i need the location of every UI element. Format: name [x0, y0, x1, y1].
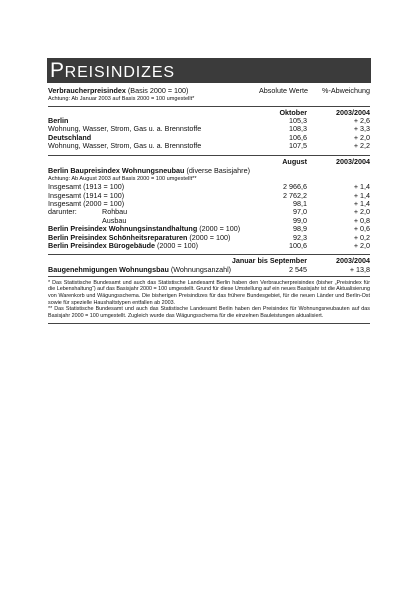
row-value: 99,0 [293, 215, 307, 225]
row-value: 108,3 [289, 124, 307, 134]
consumer-period: Oktober [279, 108, 307, 117]
permits-change: + 13,8 [349, 264, 370, 274]
construction-heading-row [48, 167, 370, 175]
row-value: 98,9 [293, 224, 307, 234]
construction-index-row [48, 225, 370, 233]
construction-note: Achtung: Ab August 2003 auf Basis 2000 = 100 umgestellt** [48, 176, 197, 183]
construction-row [48, 192, 370, 200]
permits-period: Januar bis September [231, 257, 307, 266]
consumer-row [48, 117, 370, 125]
consumer-row [48, 134, 370, 142]
bottom-divider [48, 323, 370, 324]
row-label: Insgesamt (1913 = 100) [48, 183, 125, 192]
row-label-suffix: (2000 = 100) [197, 225, 241, 234]
consumer-heading-row [48, 87, 370, 95]
col-percent-header: %-Abweichung [322, 86, 370, 95]
construction-index-row [48, 242, 370, 250]
row-value: 105,3 [289, 116, 307, 126]
row-change: + 2,0 [353, 240, 370, 250]
title-rest: REISINDIZES [64, 64, 175, 81]
divider [48, 276, 370, 277]
consumer-heading: Verbraucherpreisindex [48, 87, 126, 95]
consumer-period-row [48, 109, 370, 117]
row-value: 2 762,2 [283, 190, 307, 200]
row-value: 100,6 [289, 240, 307, 250]
row-label: Rohbau [102, 208, 128, 217]
price-index-table [48, 87, 370, 324]
construction-sub-row [48, 217, 370, 225]
construction-row [48, 200, 370, 208]
darunter-label: darunter: [48, 208, 77, 217]
page-title [50, 60, 175, 81]
row-value: 92,3 [293, 232, 307, 242]
consumer-row [48, 125, 370, 133]
row-change: + 0,6 [353, 224, 370, 234]
row-label: Ausbau [102, 216, 127, 225]
construction-period-row [48, 158, 370, 166]
row-label: Berlin Preisindex Schönheitsreparaturen [48, 233, 188, 242]
construction-year: 2003/2004 [336, 157, 370, 167]
row-value: 107,5 [289, 141, 307, 151]
row-change: + 0,2 [353, 232, 370, 242]
title-bar [47, 58, 371, 83]
row-label: Wohnung, Wasser, Strom, Gas u. a. Brennstoffe [48, 125, 202, 134]
row-change: + 2,0 [353, 207, 370, 217]
row-change: + 2,0 [353, 132, 370, 142]
row-label: Insgesamt (1914 = 100) [48, 191, 125, 200]
consumer-rows [48, 117, 370, 150]
permits-period-row [48, 257, 370, 265]
row-label: Berlin Preisindex Bürogebäude [48, 241, 156, 250]
row-value: 106,6 [289, 132, 307, 142]
row-label-suffix: (2000 = 100) [187, 233, 231, 242]
consumer-note: Achtung: Ab Januar 2003 auf Basis 2000 = 100 umgestellt* [48, 96, 195, 103]
row-change: + 3,3 [353, 124, 370, 134]
divider [48, 254, 370, 255]
row-label: Berlin Preisindex Wohnungsinstandhaltung [48, 225, 198, 234]
col-absolute-header: Absolute Werte [258, 86, 308, 95]
row-label: Wohnung, Wasser, Strom, Gas u. a. Brennstoffe [48, 142, 202, 151]
consumer-year: 2003/2004 [336, 107, 370, 117]
permits-label: Baugenehmigungen Wohnungsbau [48, 265, 169, 274]
row-value: 98,1 [293, 199, 307, 209]
permits-year: 2003/2004 [336, 256, 370, 266]
row-label: Deutschland [48, 133, 92, 142]
row-label: Berlin [48, 117, 69, 126]
row-change: + 1,4 [353, 190, 370, 200]
construction-rows [48, 183, 370, 250]
construction-index-row [48, 234, 370, 242]
construction-period: August [282, 158, 307, 167]
row-value: 2 966,6 [283, 182, 307, 192]
footnotes [48, 280, 370, 320]
construction-heading: Berlin Baupreisindex Wohnungsneubau [48, 166, 185, 175]
row-label-suffix: (2000 = 100) [155, 241, 199, 250]
row-label: Insgesamt (2000 = 100) [48, 200, 125, 209]
consumer-row [48, 142, 370, 150]
footnote-1: * Das Statistische Bundesamt und auch das Statistische Landesamt Berlin haben den Verbraucherpreisindex (bisher „Preisindex für die Lebenshaltung“) auf das Basisjahr 2000 = 100 umgestellt. Grund für diese Umstellung auf ein neues Basisjahr ist die Aktualisierung von Warenkorb und Wägungsschema. Die bisherigen Preisindizes für das frühere Bundesgebiet, für die neuen Länder und Berlin-Ost sowie für spezielle Haushaltstypen entfallen ab 2003. [48, 279, 370, 306]
row-change: + 2,2 [353, 141, 370, 151]
row-value: 97,0 [293, 207, 307, 217]
construction-heading-suffix: (diverse Basisjahre) [184, 166, 250, 175]
permits-row [48, 266, 370, 274]
construction-sub-row [48, 208, 370, 216]
permits-value: 2 545 [289, 264, 307, 274]
permits-suffix: (Wohnungsanzahl) [168, 265, 232, 274]
row-change: + 1,4 [353, 199, 370, 209]
consumer-heading-suffix: (Basis 2000 = 100) [125, 87, 189, 95]
construction-row [48, 183, 370, 191]
title-first-letter: P [50, 59, 65, 82]
divider [48, 155, 370, 156]
divider [48, 106, 370, 107]
footnote-2: ** Das Statistische Bundesamt und auch das Statistische Landesamt Berlin haben den Preisindex für Wohnungsneubauten auf das Basisjahr 2000 = 100 umgestellt. Zugleich wurde das Wägungsschema für die einzelnen Bauleistungen aktualisiert. [48, 306, 370, 319]
row-change: + 2,6 [353, 116, 370, 126]
row-change: + 0,8 [353, 215, 370, 225]
row-change: + 1,4 [353, 182, 370, 192]
